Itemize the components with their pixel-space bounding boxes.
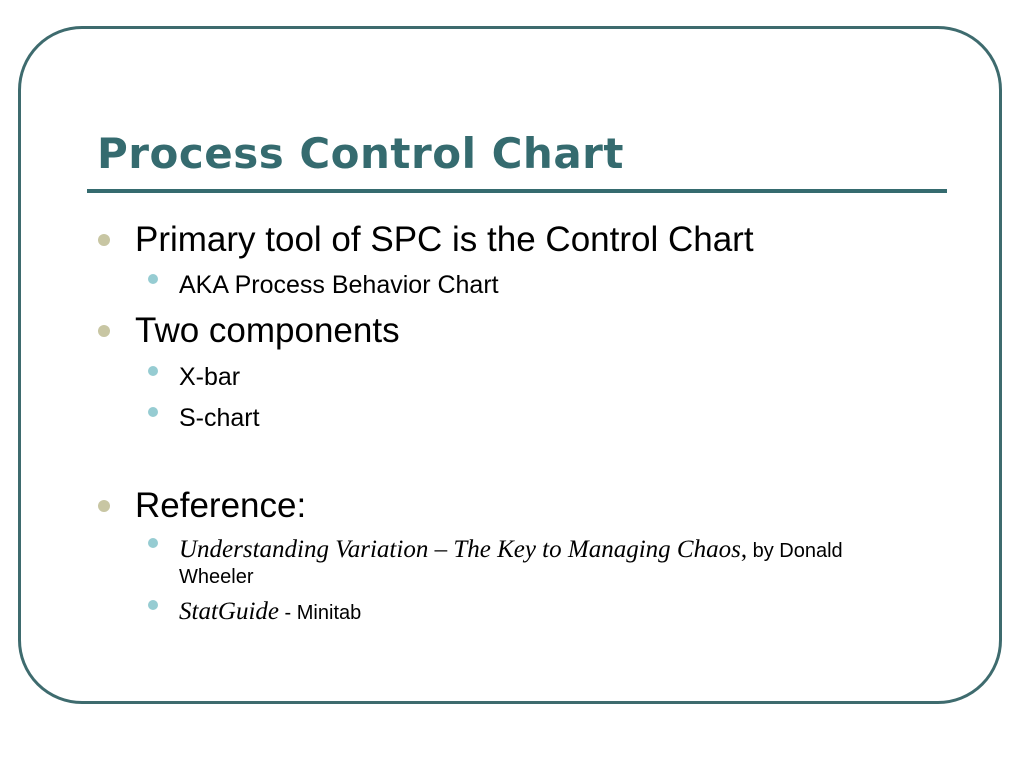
sub-bullet-statguide: [179, 596, 361, 628]
book-title-comma: ,: [740, 536, 748, 563]
bullet-dot-icon: [98, 500, 110, 512]
sub-bullet-xbar: [179, 362, 240, 392]
bullet-dot-icon: [98, 325, 110, 337]
title-underline: [87, 189, 947, 193]
sub-bullet-text: AKA Process Behavior Chart: [179, 271, 499, 299]
bullet-reference: [135, 486, 306, 526]
sub-bullet-schart: [179, 403, 260, 433]
sub-bullet-dot-icon: [148, 274, 158, 284]
book-author-continued: Wheeler: [179, 566, 254, 588]
bullet-text: Two components: [135, 311, 400, 350]
bullet-text: Reference:: [135, 486, 307, 525]
bullet-primary-tool: [135, 220, 754, 260]
bullet-dot-icon: [98, 234, 110, 246]
book-author: by Donald: [747, 540, 843, 562]
sub-bullet-dot-icon: [148, 538, 158, 548]
sub-bullet-reference-book: [179, 534, 843, 566]
bullet-two-components: [135, 311, 400, 351]
book-title: Understanding Variation – The Key to Managing Chaos: [179, 536, 741, 563]
statguide-source: - Minitab: [279, 602, 362, 624]
sub-bullet-dot-icon: [148, 366, 158, 376]
sub-bullet-aka: [179, 270, 499, 300]
slide-title: Process Control Chart: [97, 129, 624, 178]
bullet-text: Primary tool of SPC is the Control Chart: [135, 220, 754, 259]
statguide-title: StatGuide: [179, 598, 279, 625]
sub-bullet-dot-icon: [148, 600, 158, 610]
sub-bullet-reference-book-continued: [179, 562, 253, 592]
sub-bullet-text: S-chart: [179, 404, 260, 432]
sub-bullet-text: X-bar: [179, 363, 241, 391]
sub-bullet-dot-icon: [148, 407, 158, 417]
